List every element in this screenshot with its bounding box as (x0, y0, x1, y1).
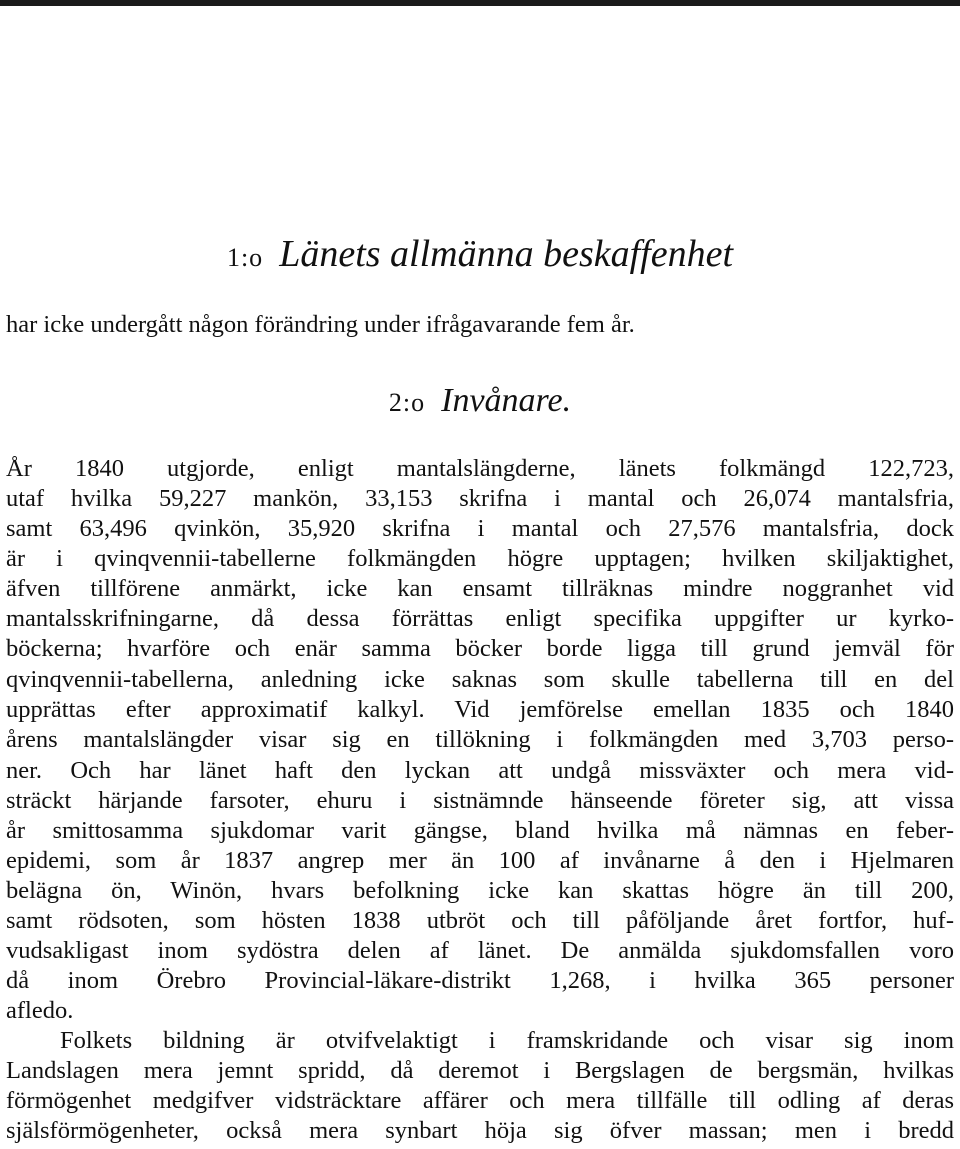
text-line: epidemi, som år 1837 angrep mer än 100 af invånarne å den i Hjelmaren (6, 847, 954, 874)
text-line: böckerna; hvarföre och enär samma böcker borde ligga till grund jemväl för (6, 635, 954, 662)
text-line: äfven tillförene anmärkt, icke kan ensamt tillräknas mindre noggranhet vid (6, 575, 954, 602)
text-line: själsförmögenheter, också mera synbart höja sig öfver massan; men i bredd (6, 1117, 954, 1144)
text-line: afledo. (6, 997, 74, 1024)
text-line: år smittosamma sjukdomar varit gängse, bland hvilka må nämnas en feber- (6, 817, 954, 844)
section-2-number: 2:o (388, 388, 426, 417)
text-line: qvinqvennii-tabellerna, anledning icke saknas som skulle tabellerna till en del (6, 666, 954, 693)
section-1-heading (0, 232, 960, 276)
section-2-heading (0, 382, 960, 420)
text-line: sträckt härjande farsoter, ehuru i sistnämnde hänseende företer sig, att vissa (6, 787, 954, 814)
text-line: förmögenhet medgifver vidsträcktare affärer och mera tillfälle till odling af deras (6, 1087, 954, 1114)
paragraph-start-line: Folkets bildning är otvifvelaktigt i framskridande och visar sig inom (60, 1027, 954, 1054)
text-line: då inom Örebro Provincial-läkare-distrikt 1,268, i hvilka 365 personer (6, 967, 954, 994)
text-line: årens mantalslängder visar sig en tillökning i folkmängden med 3,703 perso- (6, 726, 954, 753)
text-line: mantalsskrifningarne, då dessa förrättas enligt specifika uppgifter ur kyrko- (6, 605, 954, 632)
text-line: År 1840 utgjorde, enligt mantalslängderne, länets folkmängd 122,723, (6, 455, 954, 482)
section-2-title: Invånare. (441, 382, 572, 419)
text-line: ner. Och har länet haft den lyckan att undgå missväxter och mera vid- (6, 757, 954, 784)
text-line: Landslagen mera jemnt spridd, då deremot i Bergslagen de bergsmän, hvilkas (6, 1057, 954, 1084)
text-line: samt 63,496 qvinkön, 35,920 skrifna i mantal och 27,576 mantalsfria, dock (6, 515, 954, 542)
text-line: samt rödsoten, som hösten 1838 utbröt och till påföljande året fortfor, huf- (6, 907, 954, 934)
text-line: är i qvinqvennii-tabellerne folkmängden högre upptagen; hvilken skiljaktighet, (6, 545, 954, 572)
top-rule (0, 0, 960, 6)
section-1-text: har icke undergått någon förändring under ifrågavarande fem år. (6, 311, 635, 338)
section-1-title: Länets allmänna beskaffenhet (279, 233, 734, 275)
text-line: vudsakligast inom sydöstra delen af länet. De anmälda sjukdomsfallen voro (6, 937, 954, 964)
text-line: upprättas efter approximatif kalkyl. Vid jemförelse emellan 1835 och 1840 (6, 696, 954, 723)
section-1-number: 1:o (226, 243, 264, 272)
text-line: utaf hvilka 59,227 mankön, 33,153 skrifna i mantal och 26,074 mantalsfria, (6, 485, 954, 512)
text-line: belägna ön, Winön, hvars befolkning icke kan skattas högre än till 200, (6, 877, 954, 904)
